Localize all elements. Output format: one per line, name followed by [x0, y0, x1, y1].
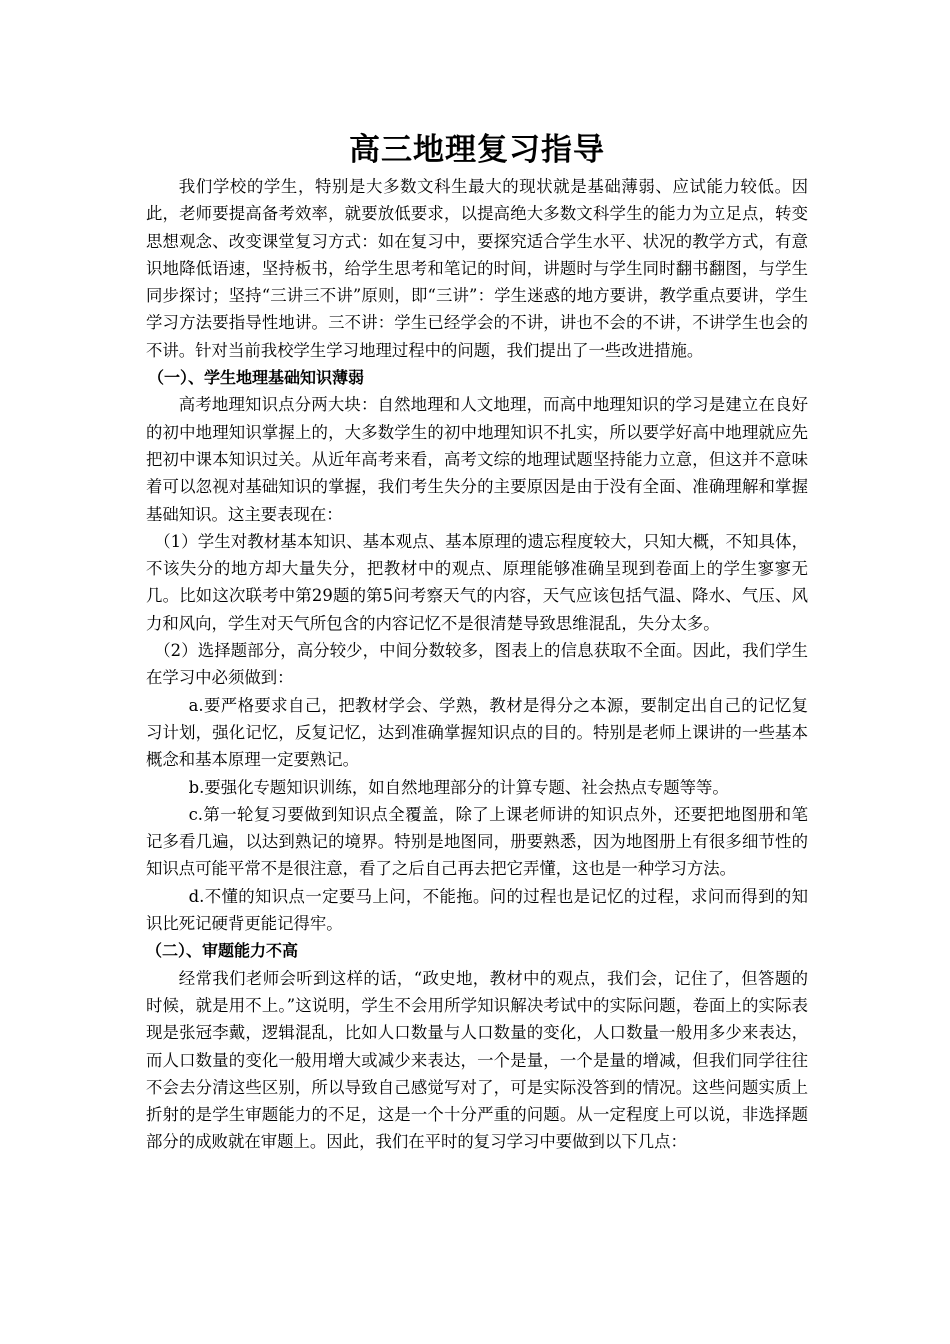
intro-paragraph: 我们学校的学生，特别是大多数文科生最大的现状就是基础薄弱、应试能力较低。因此，老师要提高备考效率，就要放低要求，以提高绝大多数文科学生的能力为立足点，转变思想观念、改变课堂复习方式：如在复习中，要探究适合学生水平、状况的教学方式，有意识地降低语速，坚持板书，给学生思考和笔记的时间，讲题时与学生同时翻书翻图，与学生同步探讨；坚持“三讲三不讲”原则，即“三讲”：学生迷惑的地方要讲，教学重点要讲，学生学习方法要指导性地讲。三不讲：学生已经学会的不讲，讲也不会的不讲，不讲学生也会的不讲。针对当前我校学生学习地理过程中的问题，我们提出了一些改进措施。	[146, 177, 808, 360]
section-heading-1: （一）、学生地理基础知识薄弱	[148, 368, 365, 388]
section1-item-b: b.要强化专题知识训练，如自然地理部分的计算专题、社会热点专题等等。	[188, 777, 729, 797]
section1-point-1: （1）学生对教材基本知识、基本观点、基本原理的遗忘程度较大，只知大概，不知具体，不该失分的地方却大量失分，把教材中的观点、原理能够准确呈现到卷面上的学生寥寥无几。比如这次联考中第29题的第5问考察天气的内容，天气应该包括气温、降水、气压、风力和风向，学生对天气所包含的内容记忆不是很清楚导致思维混乱，失分太多。	[146, 531, 808, 633]
section1-item-c: c.第一轮复习要做到知识点全覆盖，除了上课老师讲的知识点外，还要把地图册和笔记多看几遍，以达到熟记的境界。特别是地图同，册要熟悉，因为地图册上有很多细节性的知识点可能平常不是很注意，看了之后自己再去把它弄懂，这也是一种学习方法。	[146, 804, 808, 879]
section1-item-a: a.要严格要求自己，把教材学会、学熟，教材是得分之本源，要制定出自己的记忆复习计划，强化记忆，反复记忆，达到准确掌握知识点的目的。特别是老师上课讲的一些基本概念和基本原理一定要熟记。	[146, 695, 808, 770]
section1-point-2: （2）选择题部分，高分较少，中间分数较多，图表上的信息获取不全面。因此，我们学生在学习中必须做到：	[146, 641, 808, 688]
section1-item-d: d.不懂的知识点一定要马上问，不能拖。问的过程也是记忆的过程，求问而得到的知识比死记硬背更能记得牢。	[146, 886, 808, 934]
section-heading-2: （二）、审题能力不高	[146, 941, 299, 961]
document-page	[146, 128, 808, 1156]
document-title: 高三地理复习指导	[349, 132, 605, 168]
section1-paragraph: 高考地理知识点分两大块：自然地理和人文地理，而高中地理知识的学习是建立在良好的初中地理知识掌握上的，大多数学生的初中地理知识不扎实，所以要学好高中地理就应先把初中课本知识过关。从近年高考来看，高考文综的地理试题坚持能力立意，但这并不意味着可以忽视对基础知识的掌握，我们考生失分的主要原因是由于没有全面、准确理解和掌握基础知识。这主要表现在：	[146, 395, 808, 524]
section2-paragraph: 经常我们老师会听到这样的话，“政史地，教材中的观点，我们会，记住了，但答题的时候，就是用不上。”这说明，学生不会用所学知识解决考试中的实际问题，卷面上的实际表现是张冠李戴，逻辑混乱，比如人口数量与人口数量的变化，人口数量一般用多少来表达，而人口数量的变化一般用增大或减少来表达，一个是量，一个是量的增减，但我们同学往往不会去分清这些区别，所以导致自己感觉写对了，可是实际没答到的情况。这些问题实质上折射的是学生审题能力的不足，这是一个十分严重的问题。从一定程度上可以说，非选择题部分的成败就在审题上。因此，我们在平时的复习学习中要做到以下几点：	[146, 968, 808, 1152]
